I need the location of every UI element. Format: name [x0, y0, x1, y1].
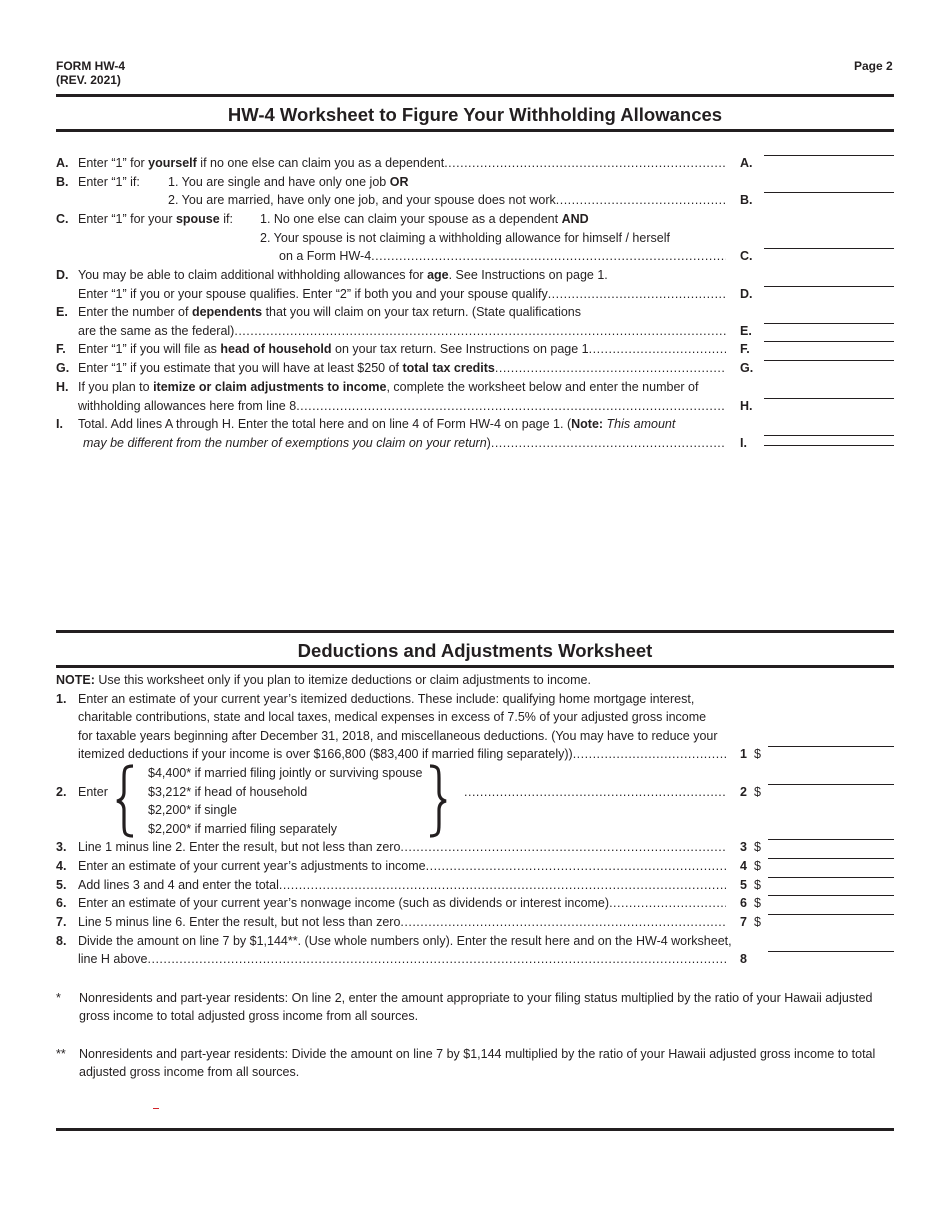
answer-line-e[interactable] [764, 323, 894, 324]
ded-line-8: 8. Divide the amount on line 7 by $1,144**. (Use whole numbers only). Enter the result here and on the HW-4 worksheet, [56, 934, 732, 948]
ded-line-7: 7. Line 5 minus line 6. Enter the result, but not less than zero ..... 7 $ [56, 914, 894, 930]
ded-line-3: 3. Line 1 minus line 2. Enter the result, but not less than zero ..... 3 $ [56, 839, 894, 855]
answer-line-7[interactable] [768, 914, 894, 915]
answer-line-8[interactable] [768, 951, 894, 952]
line-i-cont: may be different from the number of exemptions you claim on your return) ..... I. [56, 435, 894, 451]
line-c-cont: 2. Your spouse is not claiming a withholding allowance for himself / herself [260, 231, 670, 245]
right-brace-icon [427, 764, 449, 838]
red-mark [153, 1108, 159, 1109]
line-h: H. If you plan to itemize or claim adjustments to income, complete the worksheet below and enter the number of [56, 380, 699, 394]
line-letter: A. [56, 156, 69, 170]
line-f: F. Enter “1” if you will file as head of household on your tax return. See Instructions on page 1 ..... F. [56, 341, 894, 357]
line-h-cont: withholding allowances here from line 8 ..... H. [56, 398, 894, 414]
ded-line-2: 2. Enter $3,212* if head of household ..... 2 $ [56, 784, 894, 800]
left-brace-icon [114, 764, 136, 838]
worksheet-title: HW-4 Worksheet to Figure Your Withholding Allowances [227, 104, 723, 125]
answer-line-g[interactable] [764, 360, 894, 361]
line-g: G. Enter “1” if you estimate that you will have at least $250 of total tax credits ..... G. [56, 360, 894, 376]
line-d-cont: Enter “1” if you or your spouse qualifies. Enter “2” if both you and your spouse qualify ..... D. [56, 286, 894, 302]
answer-line-d[interactable] [764, 286, 894, 287]
footnote-2: ** Nonresidents and part-year residents: Divide the amount on line 7 by $1,144 multiplied by the ratio of your Hawaii adjusted gross income to total adjusted gross income from all sources. [56, 1047, 876, 1079]
top-rule [56, 94, 894, 97]
worksheet2-note: NOTE: Use this worksheet only if you plan to itemize deductions or claim adjustments to income. [56, 673, 591, 687]
footnote-1: * Nonresidents and part-year residents: On line 2, enter the amount appropriate to your filing status multiplied by the ratio of your Hawaii adjusted gross income to total adjusted gross income from all sources. [56, 991, 873, 1023]
answer-line-f[interactable] [764, 341, 894, 342]
form-revision: (REV. 2021) [56, 73, 121, 87]
ded-line-4: 4. Enter an estimate of your current year’s adjustments to income ..... 4 $ [56, 858, 894, 874]
answer-line-1[interactable] [768, 746, 894, 747]
title-rule [56, 129, 894, 132]
line-a: A. Enter “1” for yourself if no one else can claim you as a dependent ..... A. [56, 155, 894, 171]
line-d: D. You may be able to claim additional withholding allowances for age. See Instructions on page 1. [56, 268, 608, 282]
answer-line-h[interactable] [764, 398, 894, 399]
line-e-cont: are the same as the federal) ..... E. [56, 323, 894, 339]
line-i: I. Total. Add lines A through H. Enter the total here and on line 4 of Form HW-4 on page 1. (Note: This amount [56, 417, 676, 431]
worksheet2-title: Deductions and Adjustments Worksheet [297, 640, 653, 661]
form-number: FORM HW-4 [56, 59, 126, 73]
line-b-cont: 2. You are married, have only one job, and your spouse does not work ..... B. [56, 192, 894, 208]
answer-line-5[interactable] [768, 877, 894, 878]
ded-line-5: 5. Add lines 3 and 4 and enter the total ..... 5 $ [56, 877, 894, 893]
answer-line-c[interactable] [764, 248, 894, 249]
worksheet2-title-rule [56, 665, 894, 668]
line-b: B. Enter “1” if: 1. You are single and have only one job OR [56, 175, 409, 189]
box-label: A. [740, 156, 753, 170]
bottom-rule [56, 1128, 894, 1131]
line-c-cont2: on a Form HW-4 ..... C. [56, 248, 894, 264]
answer-line-2[interactable] [768, 784, 894, 785]
double-underline [764, 445, 894, 446]
answer-line-i-total[interactable] [764, 435, 894, 436]
ded-line-6: 6. Enter an estimate of your current year’s nonwage income (such as dividends or interest income) ..... 6 $ [56, 895, 894, 911]
answer-line-6[interactable] [768, 895, 894, 896]
answer-line-3[interactable] [768, 839, 894, 840]
answer-line-4[interactable] [768, 858, 894, 859]
line-c: C. Enter “1” for your spouse if: 1. No one else can claim your spouse as a dependent AND [56, 212, 589, 226]
page-number: Page 2 [854, 59, 893, 73]
answer-line-a[interactable] [764, 155, 894, 156]
ded-line-1: 1. Enter an estimate of your current year’s itemized deductions. These include: qualifying home mortgage interest, [56, 692, 695, 706]
ded-line-2-opt1: $4,400* if married filing jointly or surviving spouse [148, 766, 423, 780]
answer-line-b[interactable] [764, 192, 894, 193]
line-e: E. Enter the number of dependents that you will claim on your tax return. (State qualifications [56, 305, 582, 319]
worksheet2-top-rule [56, 630, 894, 633]
